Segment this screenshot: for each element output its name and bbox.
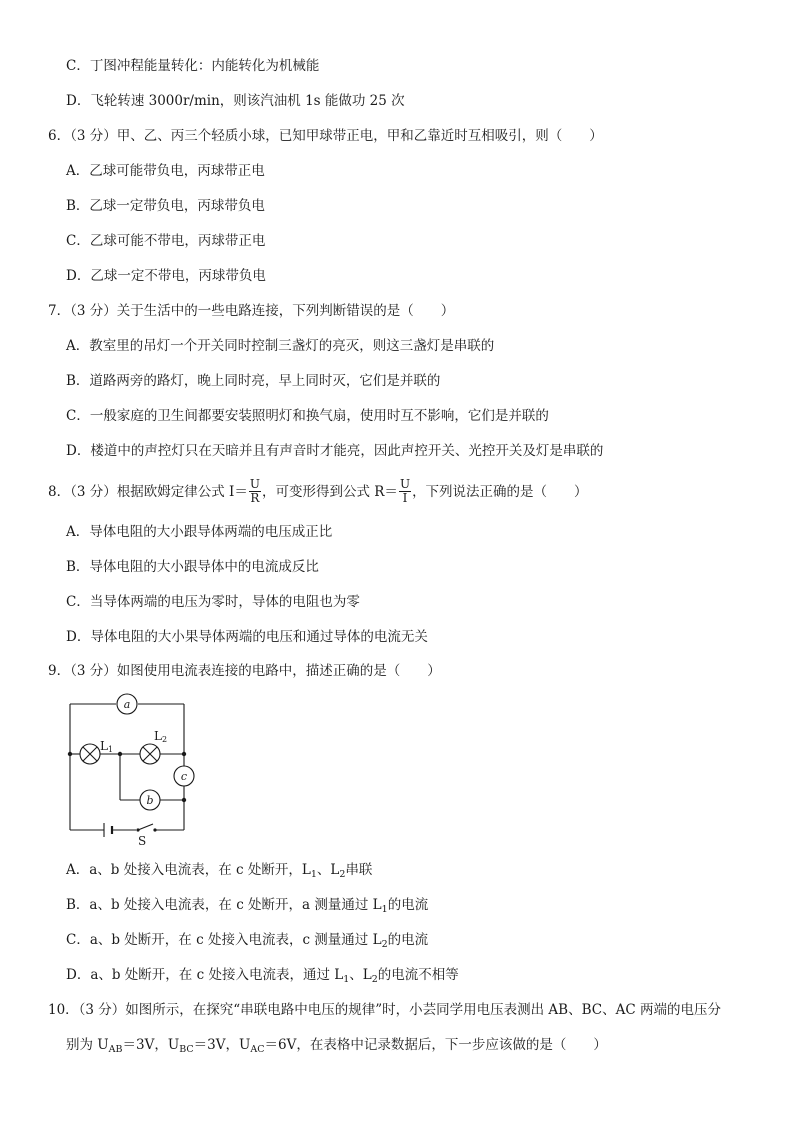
switch-contact [153, 828, 156, 831]
q5-option-d: D．飞轮转速 3000r/min，则该汽油机 1s 能做功 25 次 [66, 93, 405, 109]
meter-c-label: c [180, 770, 188, 783]
switch-blade [138, 824, 153, 830]
q5-option-c: C．丁图冲程能量转化：内能转化为机械能 [66, 58, 320, 74]
lamp-2-label: L2 [154, 729, 168, 744]
q8-stem-mid: ，可变形得到公式 R＝ [261, 484, 398, 500]
q7-stem: 7．（3 分）关于生活中的一些电路连接，下列判断错误的是（ ） [48, 303, 455, 319]
meter-a-label: a [123, 698, 131, 711]
meter-b-label: b [146, 794, 154, 807]
q7-option-d: D．楼道中的声控灯只在天暗并且有声音时才能亮，因此声控开关、光控开关及灯是串联的 [66, 443, 604, 459]
q8-stem [48, 479, 588, 506]
fraction-numerator: U [399, 477, 411, 491]
ohm-fraction-1 [249, 478, 261, 505]
q8-option-b: B．导体电阻的大小跟导体中的电流成反比 [66, 559, 319, 575]
q6-option-d: D．乙球一定不带电，丙球带负电 [66, 268, 266, 284]
fraction-denominator: I [402, 491, 408, 505]
lamp-1-label: L1 [100, 739, 114, 754]
q9-stem: 9．（3 分）如图使用电流表连接的电路中，描述正确的是（ ） [48, 663, 441, 679]
q9-option-b: B．a、b 处接入电流表，在 c 处断开，a 测量通过 $L_1$的电流 [66, 897, 429, 915]
q9-option-a: A．a、b 处接入电流表，在 c 处断开，$L_1$、$L_2$串联 [66, 862, 373, 880]
junction-dot [182, 798, 186, 802]
q8-option-c: C．当导体两端的电压为零时，导体的电阻也为零 [66, 594, 360, 610]
q10-stem-line2: 别为 $U_{AB}=3V$，$U_{BC}=3V$，$U_{AC}=6V$，在表格中记录数据后，下一步应该做的是（ ） [66, 1037, 607, 1055]
junction-dot [182, 752, 186, 756]
fraction-denominator: R [250, 491, 260, 505]
q7-option-a: A．教室里的吊灯一个开关同时控制三盏灯的亮灭，则这三盏灯是串联的 [66, 338, 495, 354]
q8-option-d: D．导体电阻的大小果导体两端的电压和通过导体的电流无关 [66, 629, 428, 645]
q8-stem-suffix: ，下列说法正确的是（ ） [412, 484, 588, 500]
fraction-numerator: U [249, 477, 260, 491]
junction-dot [68, 752, 72, 756]
q6-stem: 6．（3 分）甲、乙、丙三个轻质小球，已知甲球带正电，甲和乙靠近时互相吸引，则（ ） [48, 128, 603, 144]
q7-option-c: C．一般家庭的卫生间都要安装照明灯和换气扇，使用时互不影响，它们是并联的 [66, 408, 549, 424]
q6-option-b: B．乙球一定带负电，丙球带负电 [66, 198, 265, 214]
q8-option-a: A．导体电阻的大小跟导体两端的电压成正比 [66, 524, 333, 540]
ohm-fraction-2 [399, 478, 411, 505]
q9-option-d: D．a、b 处断开，在 c 处接入电流表，通过 $L_1$、$L_2$的电流不相等 [66, 967, 459, 985]
q8-stem-prefix: 8．（3 分）根据欧姆定律公式 I＝ [48, 484, 248, 500]
q6-option-a: A．乙球可能带负电，丙球带正电 [66, 163, 265, 179]
q9-option-c: C．a、b 处断开，在 c 处接入电流表，c 测量通过 $L_2$的电流 [66, 932, 429, 950]
q7-option-b: B．道路两旁的路灯，晚上同时亮，早上同时灭，它们是并联的 [66, 373, 441, 389]
junction-dot [118, 752, 122, 756]
q10-stem-line1: 10．（3 分）如图所示，在探究“串联电路中电压的规律”时，小芸同学用电压表测出 AB、BC、AC 两端的电压分 [48, 1002, 721, 1018]
circuit-diagram [60, 688, 200, 848]
switch-contact [136, 828, 139, 831]
q6-option-c: C．乙球可能不带电，丙球带正电 [66, 233, 266, 249]
switch-label: S [138, 834, 147, 848]
